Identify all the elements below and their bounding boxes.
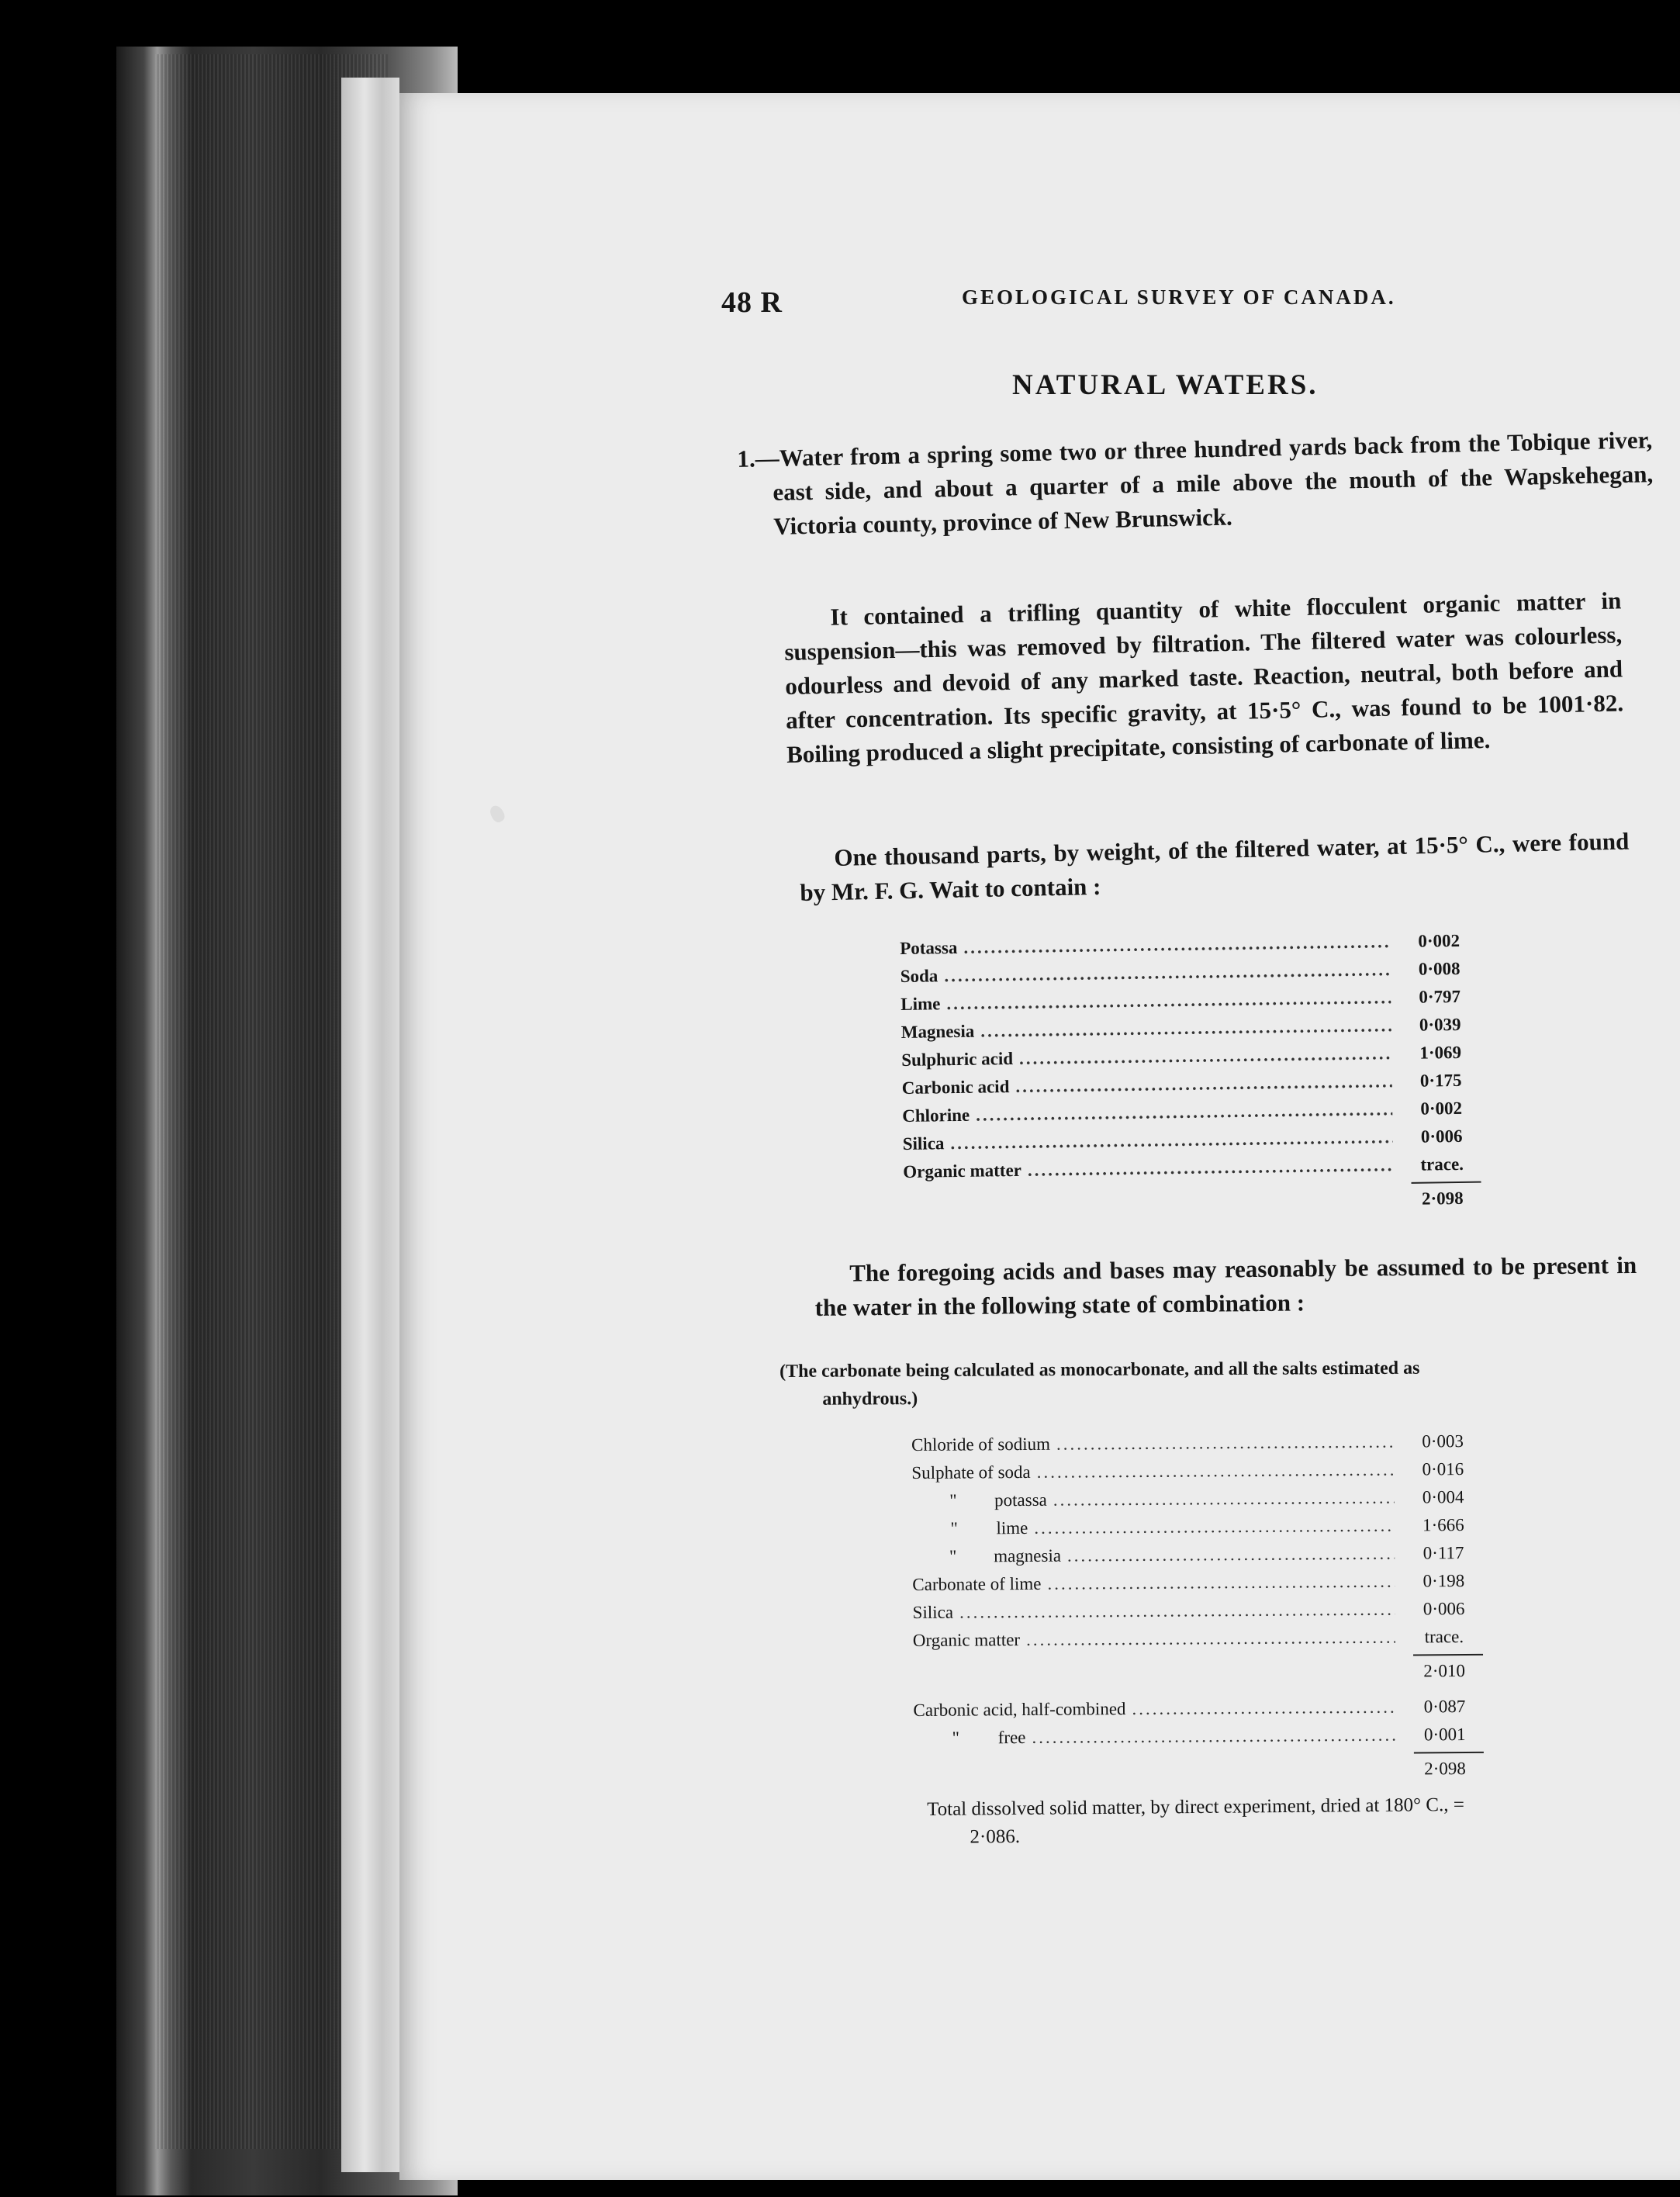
leader-dots — [959, 1596, 1395, 1627]
row-label: Carbonic acid, half-combined — [913, 1699, 1126, 1720]
row-value: 0·003 — [1422, 1431, 1464, 1451]
row-value: 0·006 — [1420, 1126, 1463, 1147]
leader-dots — [1067, 1540, 1395, 1570]
paragraph-description: It contained a trifling quantity of white flocculent organic matter in suspension—this was removed by filtration. The filtered water was colourless, odourless and devoid of any marked taste. Reaction, neutral, both before and after concentration. Its specific gravity, at 15·5° C., was found to be 1001·82. Boiling produced a slight precipitate, consisting of carbonate of lime. — [784, 586, 1624, 768]
row-value: trace. — [1420, 1154, 1464, 1175]
note-paragraph — [780, 1353, 1640, 1413]
table-subtotal-row — [913, 1657, 1487, 1689]
row-value: 0·006 — [1422, 1599, 1465, 1619]
row-value: 0·002 — [1418, 930, 1460, 951]
paragraph-combination: The foregoing acids and bases may reasonably be assumed to be present in the water in the following state of combination : — [814, 1251, 1637, 1321]
combination-table — [911, 1427, 1488, 1787]
row-value: 0·001 — [1423, 1725, 1466, 1745]
table-row — [911, 1455, 1485, 1487]
paragraph-analysis-intro: One thousand parts, by weight, of the filtered water, at 15·5° C., were found by Mr. F. G. Wait to contain : — [800, 827, 1630, 906]
row-value: 0·198 — [1422, 1571, 1465, 1591]
page-edge-strip — [341, 78, 399, 2172]
table-row — [912, 1567, 1486, 1599]
row-label: Chloride of sodium — [911, 1434, 1051, 1455]
row-label: free — [997, 1727, 1026, 1748]
leader-dots — [1037, 1456, 1395, 1486]
row-value: 0·117 — [1422, 1543, 1464, 1563]
margin-blemish — [488, 803, 507, 824]
section-title: NATURAL WATERS. — [1012, 369, 1319, 401]
table-row — [912, 1483, 1486, 1515]
row-label: lime — [996, 1517, 1028, 1538]
row-label: Silica — [912, 1602, 954, 1622]
row-label: Magnesia — [900, 1021, 975, 1042]
row-label: Lime — [900, 994, 941, 1014]
row-label: Sulphuric acid — [901, 1048, 1014, 1070]
row-label: magnesia — [994, 1545, 1062, 1566]
row-value: 0·087 — [1423, 1697, 1466, 1717]
row-label: potassa — [994, 1489, 1047, 1510]
row-value: 0·797 — [1419, 986, 1461, 1007]
leader-dots — [1032, 1721, 1396, 1752]
footnote-total-dissolved: Total dissolved solid matter, by direct experiment, dried at 180° C., = 2·086. — [927, 1794, 1464, 1848]
leader-dots — [1047, 1568, 1395, 1598]
row-label: Organic matter — [903, 1160, 1022, 1182]
note-line: (The carbonate being calculated as monocarbonate, and all the salts estimated as — [780, 1358, 1420, 1382]
row-value: 0·004 — [1422, 1487, 1464, 1507]
row-label: Chlorine — [902, 1105, 970, 1126]
paragraph-intro: 1.—Water from a spring some two or three hundred yards back from the Tobique river, east side, and about a quarter of a mile above the mouth of the Wapskehegan, Victoria county, province of New Brunswick. — [737, 426, 1654, 540]
ditto-mark: " — [949, 1546, 957, 1566]
table-row — [912, 1511, 1486, 1543]
row-label: Silica — [902, 1133, 945, 1154]
row-value: 0·175 — [1419, 1070, 1462, 1091]
row-label: Soda — [900, 966, 939, 986]
leader-dots — [1132, 1694, 1395, 1723]
row-label: Potassa — [900, 937, 958, 958]
table-row — [913, 1693, 1487, 1725]
leader-dots — [1026, 1624, 1395, 1654]
ditto-mark: " — [950, 1518, 958, 1538]
row-label: Carbonic acid — [901, 1077, 1010, 1098]
row-value: 0·016 — [1422, 1459, 1464, 1479]
total-value: 2·098 — [1421, 1188, 1464, 1209]
row-value: 1·069 — [1419, 1042, 1462, 1063]
leader-dots — [1034, 1512, 1395, 1542]
total-value: 2·098 — [1424, 1759, 1466, 1779]
note-line: anhydrous.) — [822, 1389, 918, 1410]
row-value: 0·002 — [1420, 1098, 1463, 1119]
leader-dots — [1056, 1428, 1394, 1458]
row-value: 0·039 — [1419, 1014, 1461, 1035]
table-row — [913, 1623, 1487, 1655]
analysis-table — [900, 927, 1485, 1220]
table-row — [913, 1595, 1487, 1627]
row-label: Organic matter — [912, 1630, 1021, 1650]
row-value: 1·666 — [1422, 1515, 1464, 1535]
subtotal-value: 2·010 — [1423, 1661, 1466, 1681]
ditto-mark: " — [952, 1728, 960, 1748]
table-row — [914, 1721, 1488, 1752]
table-row — [911, 1427, 1485, 1459]
ditto-mark: " — [949, 1490, 957, 1510]
table-row — [912, 1539, 1486, 1571]
page-number: 48 R — [721, 286, 783, 319]
table-total-row — [914, 1755, 1488, 1787]
row-value: 0·008 — [1418, 958, 1460, 979]
leader-dots — [1053, 1484, 1395, 1514]
running-title: GEOLOGICAL SURVEY OF CANADA. — [962, 285, 1396, 309]
row-label: Sulphate of soda — [911, 1462, 1031, 1483]
row-label: Carbonate of lime — [912, 1573, 1042, 1594]
row-value: trace. — [1424, 1627, 1464, 1647]
